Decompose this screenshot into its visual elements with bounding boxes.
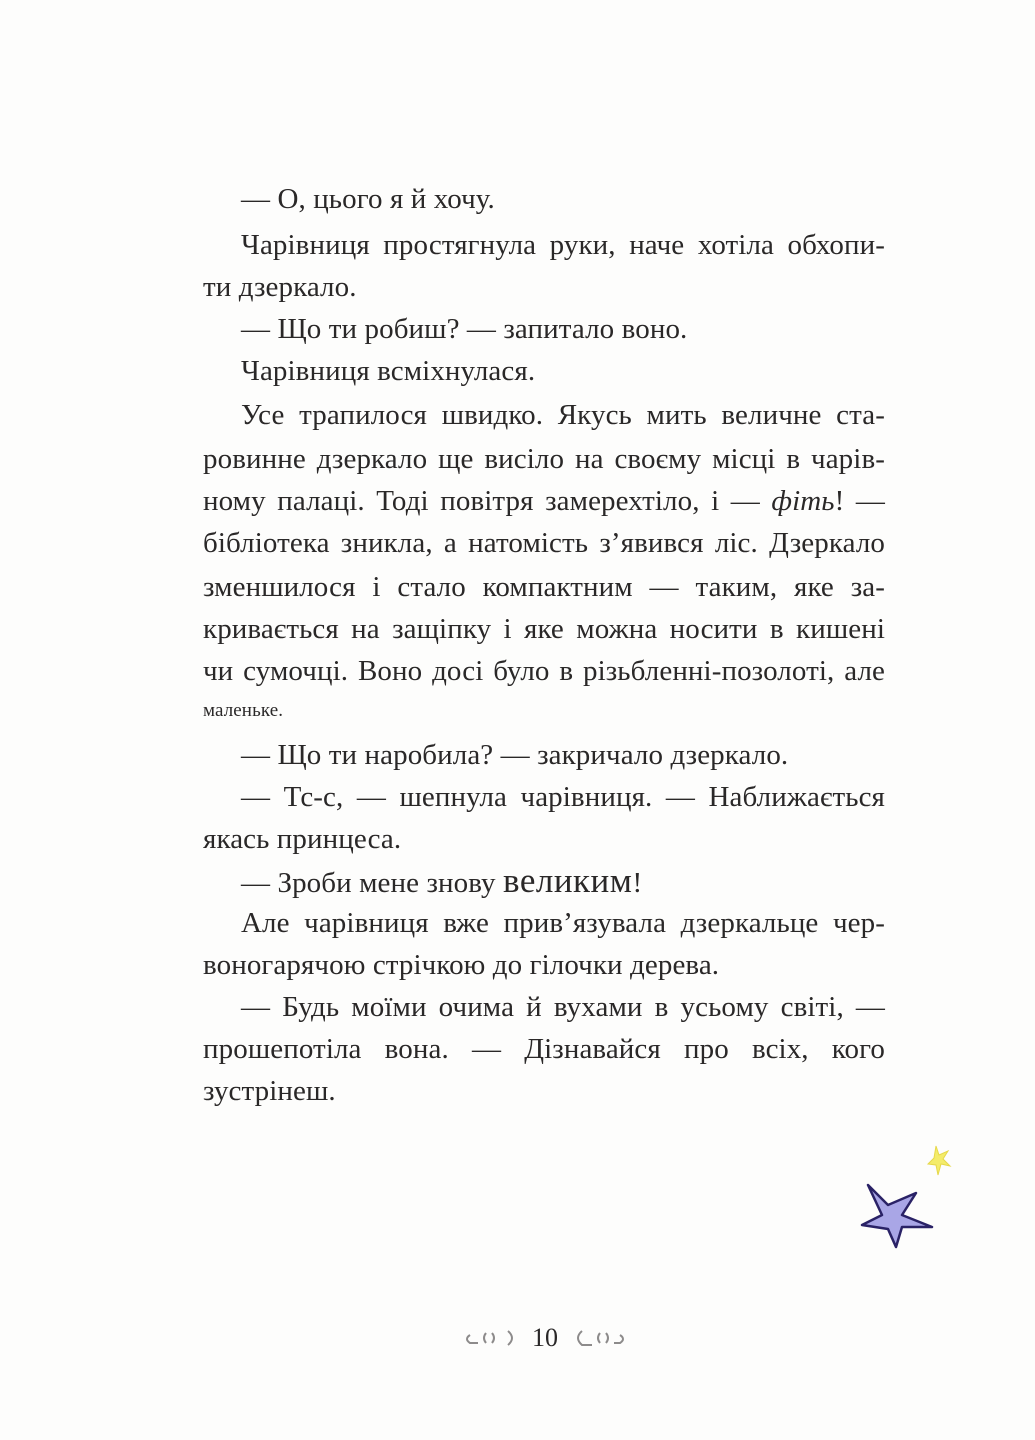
text-segment: ! — bbox=[834, 485, 885, 517]
page-footer bbox=[440, 1318, 650, 1358]
text-line: зустрінеш. bbox=[203, 1075, 336, 1107]
text-line: — Що ти наробила? — закричало дзеркало. bbox=[241, 739, 789, 771]
text-line: — Що ти робиш? — запитало воно. bbox=[241, 313, 688, 345]
text-line: — Тс-с, — шепнула чарівниця. — Наближається bbox=[241, 781, 885, 813]
text-line: Усе трапилося швидко. Якусь мить величне ста- bbox=[241, 399, 885, 431]
text-line: маленьке. bbox=[203, 700, 284, 721]
italic-word: фіть bbox=[771, 485, 835, 517]
text-line: Чарівниця всміхнулася. bbox=[241, 355, 536, 387]
ornament-scroll-icon bbox=[462, 1327, 518, 1349]
text-line: прошепотіла вона. — Дізнавайся про всіх, кого bbox=[203, 1033, 885, 1065]
text-line: Чарівниця простягнула руки, наче хотіла обхопи- bbox=[241, 229, 885, 261]
text-line: воногарячою стрічкою до гілочки дерева. bbox=[203, 949, 720, 981]
text-line: ти дзеркало. bbox=[203, 271, 357, 303]
text-line: кривається на защіпку і яке можна носити в кишені bbox=[203, 613, 885, 645]
text-line: зменшилося і стало компактним — таким, яке за- bbox=[203, 571, 885, 603]
text-line: — Будь моїми очима й вухами в усьому світі, — bbox=[241, 991, 885, 1023]
star-blue-icon bbox=[858, 1183, 936, 1249]
text-segment: — Зроби мене знову bbox=[241, 867, 503, 899]
enlarged-word: великим bbox=[503, 861, 633, 900]
text-line: бібліотека зникла, а натомість з’явився ліс. Дзеркало bbox=[203, 527, 885, 559]
text-line bbox=[241, 860, 642, 902]
text-line bbox=[203, 480, 885, 522]
text-line: чи сумочці. Воно досі було в різьбленні-позолоті, але bbox=[203, 655, 885, 687]
text-segment: ному палаці. Тоді повітря замерехтіло, і — bbox=[203, 485, 772, 517]
star-yellow-icon bbox=[922, 1142, 958, 1178]
page-number: 10 bbox=[532, 1323, 558, 1352]
text-line: Але чарівниця вже прив’язувала дзеркальце чер- bbox=[241, 907, 885, 939]
text-line: ровинне дзеркало ще висіло на своєму місці в чарів- bbox=[203, 443, 885, 475]
text-line: — О, цього я й хочу. bbox=[241, 183, 495, 215]
text-segment: ! bbox=[632, 867, 643, 899]
ornament-scroll-icon bbox=[572, 1327, 628, 1349]
text-line: якась принцеса. bbox=[203, 823, 402, 855]
